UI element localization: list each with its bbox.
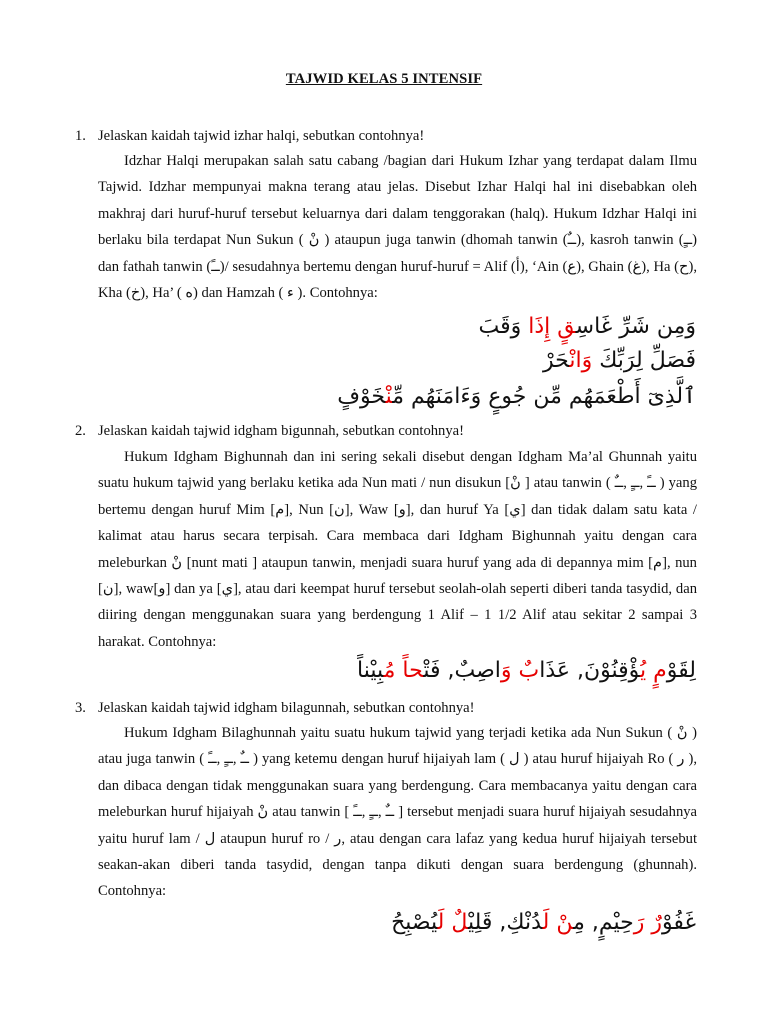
highlighted-letters: نْ لَ [542,910,574,935]
highlighted-letters: وَانْ [569,348,593,373]
highlighted-letters: قٍ إِذَا [528,314,576,339]
highlighted-letters: رٌ رَ [633,910,662,935]
question-text: Jelaskan kaidah tajwid izhar halqi, sebutkan contohnya! [98,128,425,144]
highlighted-letters: مٍ يُ [640,658,667,683]
question-number: 3. [75,700,86,716]
answer-paragraph-2 [98,444,697,655]
answer-text: Hukum Idgham Bilaghunnah yaitu suatu hukum tajwid yang terjadi ketika ada Nun Sukun ( نْ ) atau juga tanwin ( ــٌ ,ــٍ ,ــً ) yang ketemu dengan huruf hijaiyah lam ( ل ) atau huruf hijaiyah Ro ( ر ), dan dibaca dengan tidak menggunakan suara yang berdengung. Cara membacanya yaitu dengan cara meleburkan huruf hijaiyah نْ atau tanwin [ ــٌ ,ــٍ ,ــً ] tersebut menjadi suara huruf hijaiyah sesudahnya yaitu huruf lam / ل ataupun huruf ro / ر, atau dengan cara lafaz yang kedua huruf hijaiyah tersebut seakan-akan diberi tanda tasydid, dengan tanpa dikuti dengan suara berdengung (ghunnah). Contohnya: [98,725,698,900]
answer-text: Idzhar Halqi merupakan salah satu cabang /bagian dari Hukum Izhar yang terdapat dalam Ilmu Tajwid. Idzhar mempunyai makna terang atau jelas. Disebut Izhar Halqi hal ini disebabkan oleh makhraj dari huruf-huruf tersebut keluarnya dari dalam tenggorakan (halq). Hukum Idzhar Halqi ini berlaku bila terdapat Nun Sukun ( نْ ) ataupun juga tanwin (dhomah tanwin (ــٌ), kasroh tanwin (ــٍ) dan fathah tanwin (ــً)/ sesudahnya bertemu dengan huruf-huruf = Alif (أ), ‘Ain (ع), Ghain (غ), Ha (ح), Kha (خ), Ha’ ( ه) dan Hamzah ( ء ). Contohnya: [98,153,698,302]
question-number: 1. [75,128,86,144]
question-text: Jelaskan kaidah tajwid idgham bilagunnah, sebutkan contohnya! [98,700,475,716]
document-title: TAJWID KELAS 5 INTENSIF [285,71,483,87]
arabic-example: وَمِن شَرِّ غَاسِقٍ إِذَا وَقَبَ [478,314,696,339]
question-1 [75,127,695,145]
answer-paragraph-1 [98,148,697,306]
arabic-example: لِقَوْمٍ يُؤْقِنُوْنَ, عَذَابٌ وَاصِبٌ, فَتْحاً مُبِيْناً [357,658,696,683]
answer-paragraph-3 [98,720,697,905]
arabic-example: ٱلَّذِىٓ أَطْعَمَهُم مِّن جُوعٍ وَءَامَنَهُم مِّنْخَوْفٍ [337,384,696,409]
highlighted-letters: نْ [385,384,393,409]
arabic-example: فَصَلِّ لِرَبِّكَ وَانْحَرْ [543,348,696,373]
question-2 [75,422,695,440]
highlighted-letters: بٌ وَ [500,658,540,683]
question-number: 2. [75,423,86,439]
question-3 [75,699,695,717]
question-text: Jelaskan kaidah tajwid idgham bigunnah, sebutkan contohnya! [98,423,464,439]
arabic-example: غَفُوْرٌ رَحِيْمٍ, مِنْ لَدُنْكِ, قَلِيْلٌ لَيُصْبِحُ [391,910,696,935]
highlighted-letters: حاً مُ [383,658,424,683]
highlighted-letters: لٌ لَ [437,910,468,935]
answer-text: Hukum Idgham Bighunnah dan ini sering sekali disebut dengan Idgham Ma’al Ghunnah yaitu suatu hukum tajwid yang berlaku ketika ada Nun mati / nun disukun [نْ ] atau tanwin ( ــً ,ــٍ ,ــٌ ) yang bertemu dengan huruf Mim [م], Nun [ن], Waw [و], dan huruf Ya [ي] dan tidak dalam satu kata / kalimat atau harus secara terpisah. Cara membaca dari Idgham Bighunnah yaitu dengan cara meleburkan نْ [nunt mati ] ataupun tanwin, menjadi suara huruf yang ada di depannya mim [م], nun [ن], waw[و] dan ya [ي], atau dari keempat huruf tersebut seolah-olah seperti diberi tanda tasydid, dan diiring dengan menggunakan suara yang berdengung 1 Alif – 1 1/2 Alif atau sekitar 2 sampai 3 harakat. Contohnya: [98,449,697,650]
